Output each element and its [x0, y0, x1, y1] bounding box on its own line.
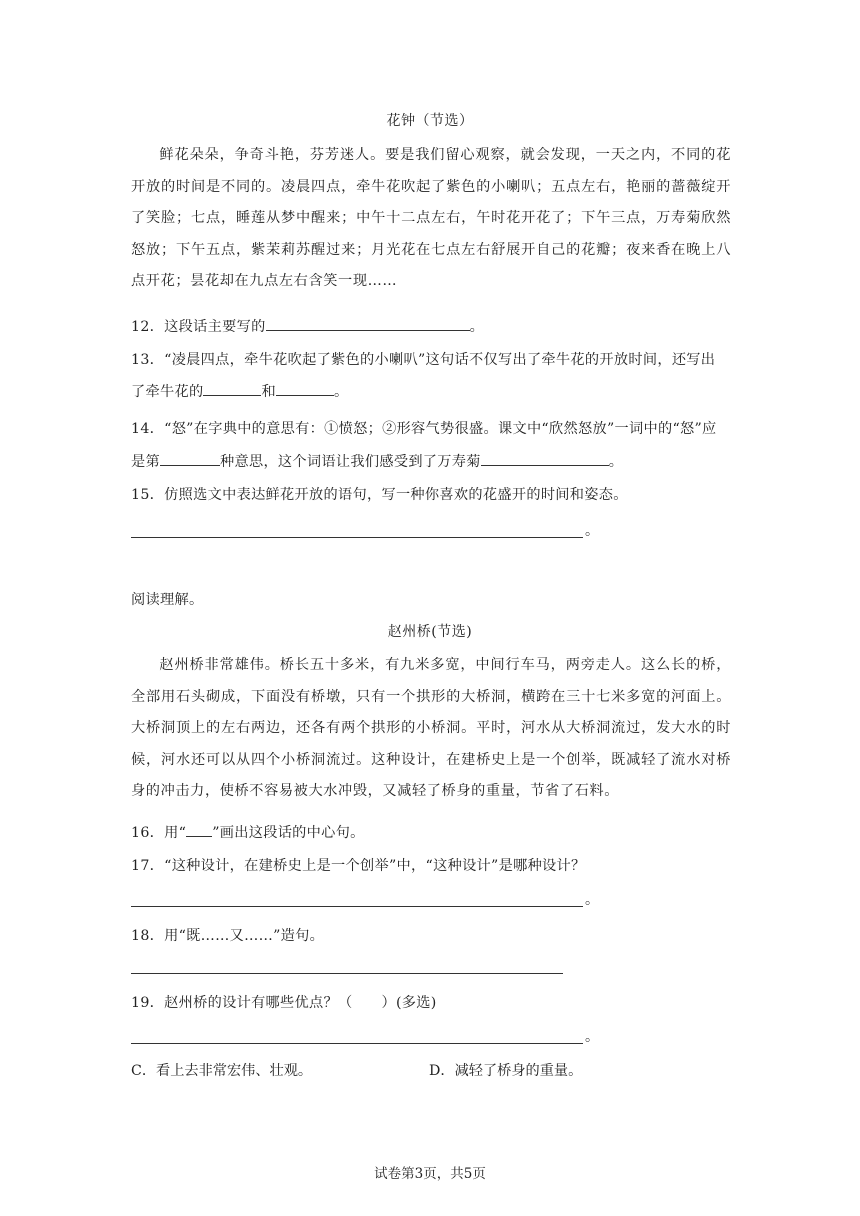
- option-d[interactable]: D．减轻了桥身的重量。: [429, 1063, 583, 1079]
- q14-answer-blank-1[interactable]: [160, 451, 220, 466]
- passage1-text: 鲜花朵朵，争奇斗艳，芬芳迷人。要是我们留心观察，就会发现，一天之内，不同的花开放的时间是不同的。凌晨四点，牵牛花吹起了紫色的小喇叭；五点左右，艳丽的蔷薇绽开了笑脸；七点，睡莲从梦中醒来；中午十二点左右，午时花开花了；下午三点，万寿菊欣然怒放；下午五点，紫茉莉苏醒过来；月光花在七点左右舒展开自己的花瓣；夜来香在晚上八点开花；昙花却在九点左右含笑一现……: [131, 147, 731, 289]
- question-15: 15．仿照选文中表达鲜花开放的语句，写一种你喜欢的花盛开的时间和姿态。: [131, 487, 628, 503]
- option-c[interactable]: C．看上去非常宏伟、壮观。: [131, 1063, 313, 1079]
- q14-prefix: 是第: [131, 454, 160, 470]
- q19-end-mark: 。: [585, 1029, 599, 1045]
- question-14-line1: 14．“怒”在字典中的意思有：①愤怒；②形容气势很盛。课文中“欣然怒放”一词中的“怒”应: [131, 421, 717, 437]
- q17-answer-line[interactable]: [131, 906, 583, 907]
- q16-prefix: 16．用“: [131, 825, 187, 841]
- passage2-title: 赵州桥(节选): [387, 624, 473, 640]
- q16-suffix: ”画出这段话的中心句。: [212, 825, 365, 841]
- question-14-line2: [131, 451, 623, 471]
- q13-answer-blank-1[interactable]: [203, 381, 261, 396]
- question-18: 18．用“既……又……”造句。: [131, 928, 325, 944]
- question-13-line1: 13．“凌晨四点，牵牛花吹起了紫色的小喇叭”这句话不仅写出了牵牛花的开放时间，还写出: [131, 352, 716, 368]
- q16-underline-sample: [186, 822, 212, 837]
- q14-mid: 种意思，这个词语让我们感受到了万寿菊: [219, 454, 481, 470]
- q13-answer-blank-2[interactable]: [276, 381, 334, 396]
- q18-answer-line[interactable]: [131, 973, 563, 974]
- q17-end-mark: 。: [585, 892, 599, 908]
- q14-answer-blank-2[interactable]: [481, 451, 609, 466]
- passage2-text: 赵州桥非常雄伟。桥长五十多米，有九米多宽，中间行车马，两旁走人。这么长的桥，全部用石头砌成，下面没有桥墩，只有一个拱形的大桥洞，横跨在三十七米多宽的河面上。大桥洞顶上的左右两边，还各有两个拱形的小桥洞。平时，河水从大桥洞流过，发大水的时候，河水还可以从四个小桥洞流过。这种设计，在建桥史上是一个创举，既减轻了流水对桥身的冲击力，使桥不容易被大水冲毁，又减轻了桥身的重量，节省了石料。: [131, 657, 731, 799]
- question-12: [131, 316, 484, 336]
- q13-prefix: 了牵牛花的: [131, 384, 204, 400]
- question-17: 17．“这种设计，在建桥史上是一个创举”中，“这种设计”是哪种设计？: [131, 858, 586, 874]
- q12-suffix: 。: [469, 319, 485, 335]
- q12-prefix: 12．这段话主要写的: [131, 319, 266, 335]
- question-13-line2: [131, 381, 348, 401]
- q19-answer-line[interactable]: [131, 1043, 583, 1044]
- q15-answer-line[interactable]: [131, 537, 583, 538]
- passage1-title: 花钟（节选）: [386, 113, 474, 129]
- q14-suffix: 。: [608, 454, 624, 470]
- page-footer: 试卷第3页，共5页: [374, 1166, 486, 1182]
- q12-answer-blank[interactable]: [266, 316, 470, 331]
- q15-end-mark: 。: [585, 523, 599, 539]
- question-19: 19．赵州桥的设计有哪些优点？（ ）(多选): [131, 995, 437, 1011]
- question-16: [131, 822, 365, 842]
- q13-mid: 和: [261, 384, 276, 400]
- q13-suffix: 。: [333, 384, 349, 400]
- section-label: 阅读理解。: [131, 592, 204, 608]
